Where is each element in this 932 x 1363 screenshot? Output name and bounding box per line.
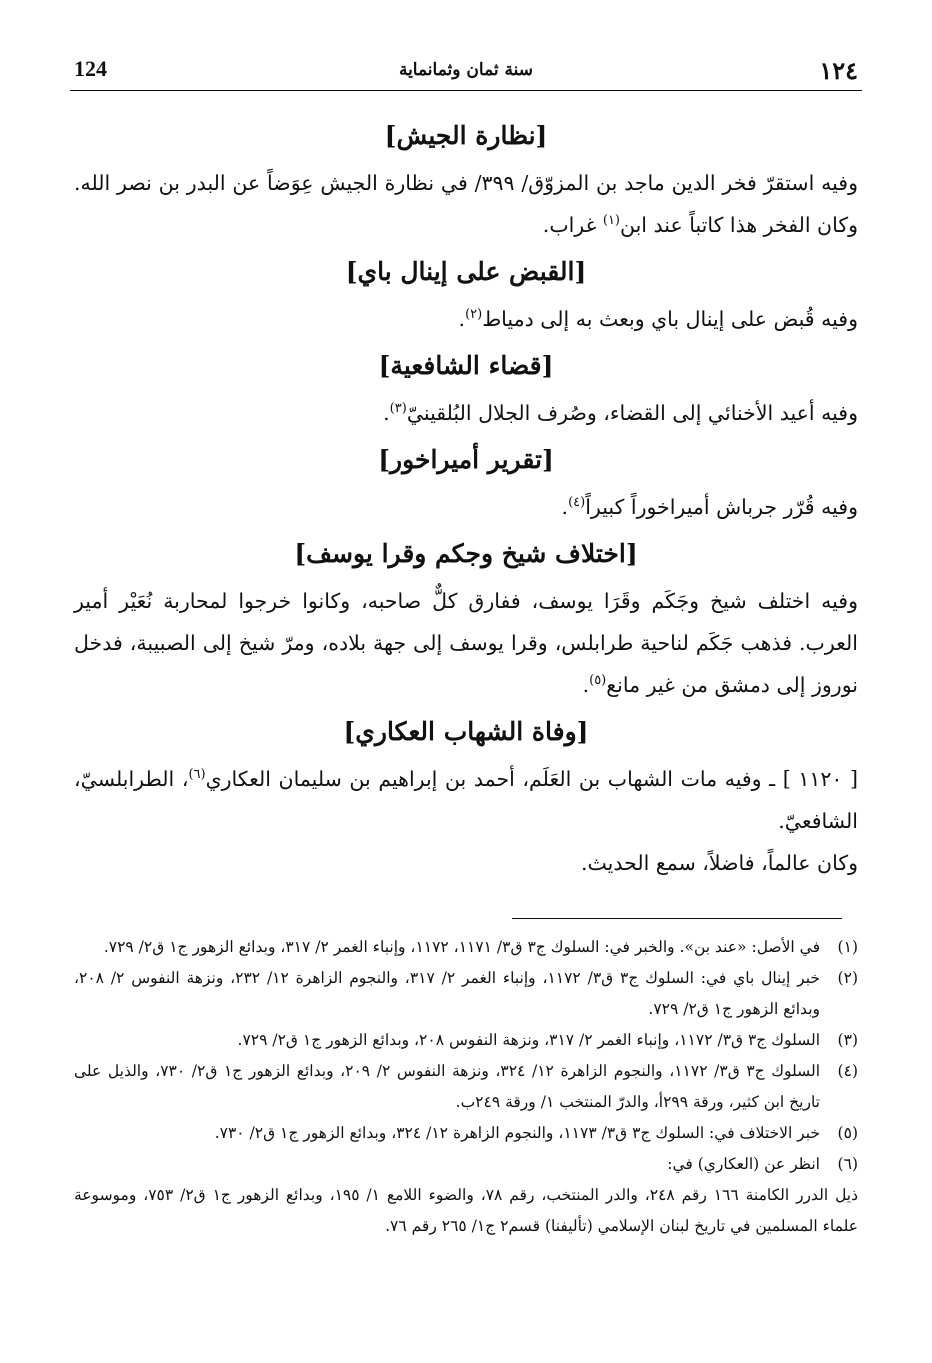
section-paragraph: وفيه أعيد الأخنائي إلى القضاء، وصُرف الجلال البُلقينيّ$^{(٣)}$. [383,401,858,425]
section-heading: [قضاء الشافعية] [378,351,554,380]
footnote [74,1056,858,1118]
section-paragraph: وفيه استقرّ فخر الدين ماجد بن المزوّق/ ٣٩٩/ في نظارة الجيش عِوَضاً عن البدر بن نصر الله. وكان الفخر هذا كاتباً عند ابن$^{(١)}$ غراب. [74,171,858,237]
footnote [74,963,858,1025]
footnote-number: (٤) [837,1062,858,1080]
footnote-number: (١) [837,938,858,956]
page-header [70,50,862,91]
footnote-ref: (٦) [188,767,206,783]
page-number-latin: 124 [74,56,107,81]
footnote-text: انظر عن (العكاري) في: [667,1155,820,1173]
main-text [74,110,858,884]
footnote-ref: (٤) [568,495,586,511]
footnote-number: (٢) [837,969,858,987]
footnote-continuation [74,1180,858,1242]
running-title: سنة ثمان وثمانماية [398,60,534,80]
section-paragraph: وفيه قُبض على إينال باي وبعث به إلى دمياط$^{(٢)}$. [458,307,858,331]
footnote-text: خبر إينال باي في: السلوك ج٣ ق٣/ ١١٧٢، وإنباء الغمر ٢/ ٣١٧، والنجوم الزاهرة ١٢/ ٢٣٢، ونزهة النفوس ٢/ ٢٠٨، وبدائع الزهور ج١ ق٢/ ٧٢٩. [74,969,820,1018]
footnote-text: السلوك ج٣ ق٣/ ١١٧٢، والنجوم الزاهرة ١٢/ ٣٢٤، ونزهة النفوس ٢/ ٢٠٩، وبدائع الزهور ج١ ق٢/ ٧٣٠، والذيل على تاريخ ابن كثير، ورقة ٢٩٩أ، والدرّ المنتخب ١/ ورقة ٢٤٩ب. [74,1062,821,1111]
page-number-arabic: ١٢٤ [819,56,858,85]
section-paragraph: وفيه قُرّر جرباش أميراخوراً كبيراً$^{(٤)}$. [561,495,858,519]
footnote [74,1025,858,1056]
footnote-text: في الأصل: «عند بن». والخبر في: السلوك ج٣ ق٣/ ١١٧١، ١١٧٢، وإنباء الغمر ٢/ ٣١٧، وبدائع الزهور ج١ ق٢/ ٧٢٩. [103,938,820,956]
footnotes [74,932,858,1242]
section-paragraph: وفيه اختلف شيخ وجَكَم وقَرَا يوسف، ففارق كلٌّ صاحبه، وكانوا خرجوا لمحاربة نُعَيْر أمير العرب. فذهب جَكَم لناحية طرابلس، وقرا يوسف إلى جهة بلاده، ومرّ شيخ إلى الصبيبة، فدخل نوروز إلى دمشق من غير مانع$^{(٥)}$. [74,589,858,697]
footnote [74,1118,858,1149]
footnote [74,1149,858,1180]
biography-entry: [ ١١٢٠ ] ـ وفيه مات الشهاب بن العَلَم، أحمد بن إبراهيم بن سليمان العكاري$^{(٦)}$، الطرابلسيّ، الشافعيّ. [74,767,858,833]
footnote-ref: (١) [602,213,620,229]
biography-line: وكان عالماً، فاضلاً، سمع الحديث. [581,851,858,875]
footnote-ref: (٣) [389,401,407,417]
section-heading: [وفاة الشهاب العكاري] [343,717,589,746]
footnote-number: (٦) [837,1155,858,1173]
footnote-text: خبر الاختلاف في: السلوك ج٣ ق٣/ ١١٧٣، والنجوم الزاهرة ١٢/ ٣٢٤، وبدائع الزهور ج١ ق٢/ ٧٣٠. [214,1124,820,1142]
section-heading: [تقرير أميراخور] [378,445,554,474]
footnote-ref: (٥) [589,673,607,689]
footnote-divider [512,918,842,919]
footnote-number: (٣) [837,1031,858,1049]
section-heading: [اختلاف شيخ وجكم وقرا يوسف] [294,539,638,568]
footnote-ref: (٢) [465,307,483,323]
footnote [74,932,858,963]
footnote-text: السلوك ج٣ ق٣/ ١١٧٢، وإنباء الغمر ٢/ ٣١٧، ونزهة النفوس ٢٠٨، وبدائع الزهور ج١ ق٢/ ٧٢٩. [237,1031,820,1049]
section-heading: [القبض على إينال باي] [345,257,587,286]
footnote-number: (٥) [837,1124,858,1142]
section-heading: [نظارة الجيش] [384,121,548,150]
footnote-text: ذيل الدرر الكامنة ١٦٦ رقم ٢٤٨، والدر المنتخب، رقم ٧٨، والضوء اللامع ١/ ١٩٥، وبدائع الزهور ج١ ق٢/ ٧٥٣، وموسوعة علماء المسلمين في تاريخ لبنان الإسلامي (تأليفنا) قسم٢ ج١/ ٢٦٥ رقم ٧٦. [74,1186,859,1235]
